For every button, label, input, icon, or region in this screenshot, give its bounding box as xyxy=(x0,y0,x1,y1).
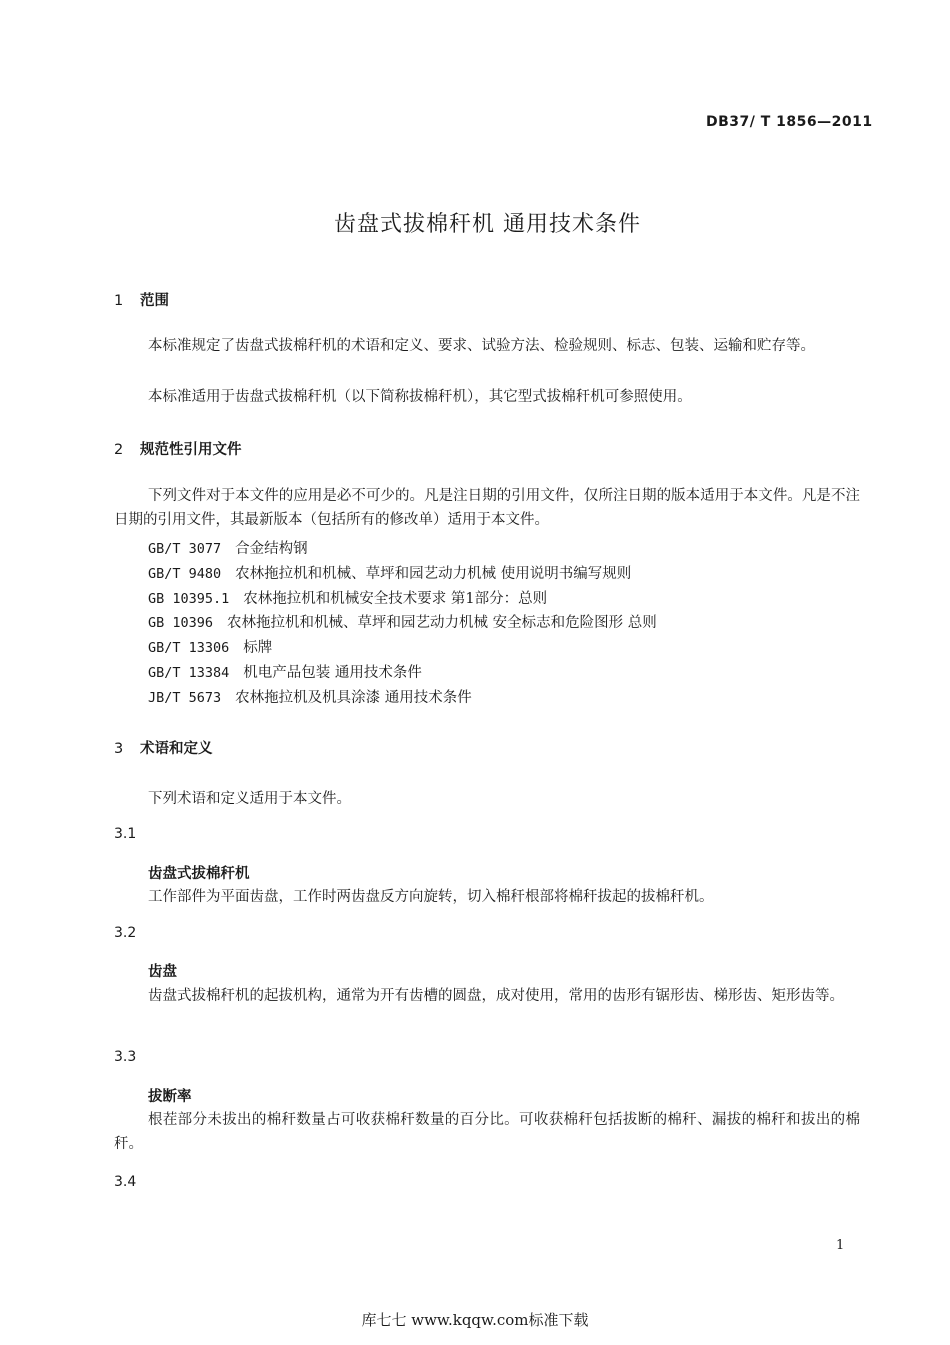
section-title: 范围 xyxy=(140,293,169,309)
clause-number: 3.2 xyxy=(114,925,137,941)
reference-title: 合金结构钢 xyxy=(235,541,308,557)
section-number: 3 xyxy=(114,741,124,757)
term-name: 齿盘 xyxy=(148,964,177,980)
reference-item xyxy=(148,537,308,558)
section-title: 术语和定义 xyxy=(140,741,213,757)
clause-number: 3.3 xyxy=(114,1049,137,1065)
normative-references-intro: 下列文件对于本文件的应用是必不可少的。凡是注日期的引用文件，仅所注日期的版本适用于本文件。凡是不注日期的引用文件，其最新版本（包括所有的修改单）适用于本文件。 xyxy=(114,488,860,528)
terms-intro: 下列术语和定义适用于本文件。 xyxy=(148,791,351,807)
term-definition: 工作部件为平面齿盘，工作时两齿盘反方向旋转，切入棉秆根部将棉秆拔起的拔棉秆机。 xyxy=(148,889,714,905)
section-heading-normative-references xyxy=(114,438,242,459)
reference-code: GB/T 13384 xyxy=(148,665,230,681)
reference-item xyxy=(148,587,547,608)
reference-code: GB 10395.1 xyxy=(148,591,230,607)
reference-code: GB 10396 xyxy=(148,615,214,631)
section-heading-scope xyxy=(114,289,169,310)
term-definition: 根茬部分未拔出的棉秆数量占可收获棉秆数量的百分比。可收获棉秆包括拔断的棉秆、漏拔的棉秆和拔出的棉秆。 xyxy=(114,1112,860,1152)
section-number: 2 xyxy=(114,442,124,458)
reference-item xyxy=(148,661,422,682)
reference-code: JB/T 5673 xyxy=(148,690,222,706)
reference-title: 标牌 xyxy=(243,640,273,656)
page-number: 1 xyxy=(836,1238,845,1253)
reference-code: GB/T 3077 xyxy=(148,541,222,557)
reference-title: 机电产品包装 通用技术条件 xyxy=(243,665,422,681)
section-heading-terms xyxy=(114,737,213,758)
reference-title: 农林拖拉机和机械、草坪和园艺动力机械 安全标志和危险图形 总则 xyxy=(227,615,657,631)
standard-number: DB37/ T 1856—2011 xyxy=(706,114,873,130)
reference-title: 农林拖拉机和机械、草坪和园艺动力机械 使用说明书编写规则 xyxy=(235,566,632,582)
reference-code: GB/T 9480 xyxy=(148,566,222,582)
scope-paragraph-1: 本标准规定了齿盘式拔棉秆机的术语和定义、要求、试验方法、检验规则、标志、包装、运输和贮存等。 xyxy=(148,338,815,354)
footer-watermark: 库七七 www.kqqw.com标准下载 xyxy=(361,1311,589,1329)
clause-number: 3.1 xyxy=(114,826,137,842)
term-definition: 齿盘式拔棉秆机的起拔机构，通常为开有齿槽的圆盘，成对使用，常用的齿形有锯形齿、梯形齿、矩形齿等。 xyxy=(148,988,844,1004)
term-name: 拔断率 xyxy=(148,1089,192,1105)
clause-number: 3.4 xyxy=(114,1174,137,1190)
document-title: 齿盘式拔棉秆机 通用技术条件 xyxy=(334,212,641,237)
reference-item xyxy=(148,611,657,632)
scope-paragraph-2: 本标准适用于齿盘式拔棉秆机（以下简称拔棉秆机），其它型式拔棉秆机可参照使用。 xyxy=(148,389,692,405)
reference-title: 农林拖拉机和机械安全技术要求 第1部分：总则 xyxy=(243,591,548,607)
term-name: 齿盘式拔棉秆机 xyxy=(148,866,250,882)
reference-item xyxy=(148,636,272,657)
reference-title: 农林拖拉机及机具涂漆 通用技术条件 xyxy=(235,690,472,706)
reference-item xyxy=(148,562,631,583)
reference-code: GB/T 13306 xyxy=(148,640,230,656)
section-title: 规范性引用文件 xyxy=(140,442,242,458)
reference-item xyxy=(148,686,472,707)
section-number: 1 xyxy=(114,293,124,309)
